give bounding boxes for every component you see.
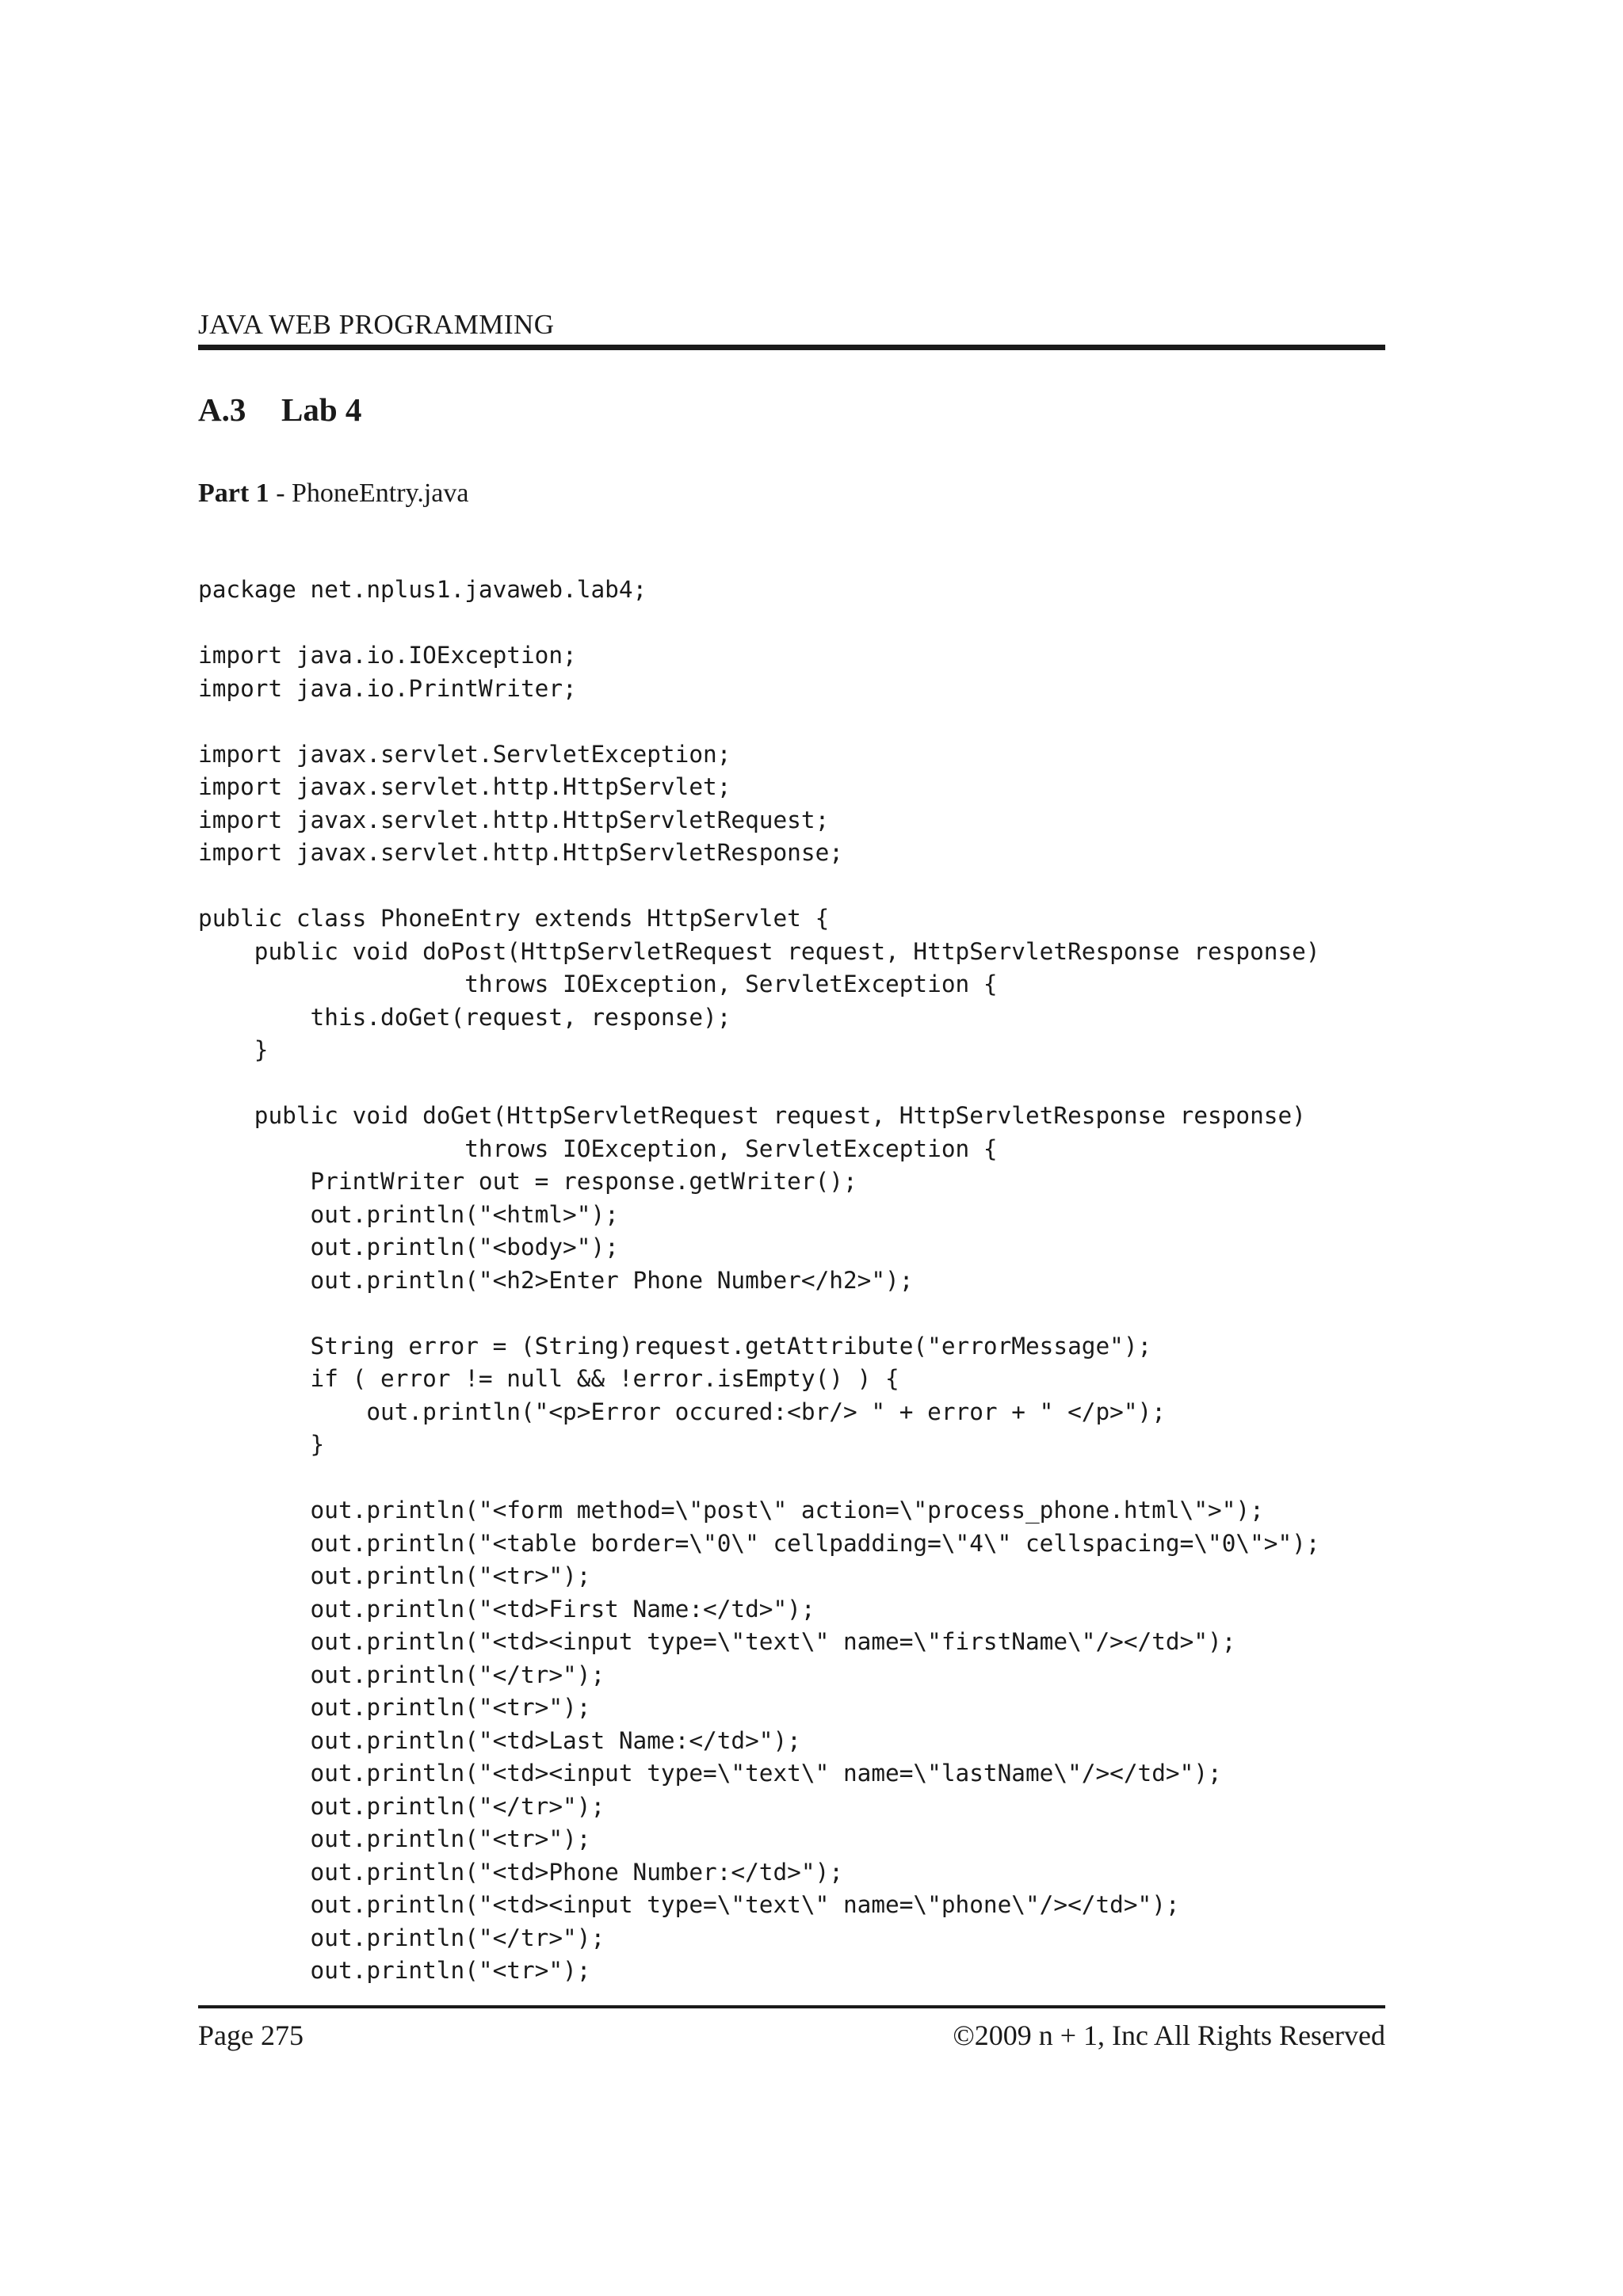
part-label: Part 1 [198, 479, 269, 508]
code-line: out.println("<html>"); [198, 1200, 619, 1228]
code-line: import javax.servlet.http.HttpServletRequest; [198, 806, 830, 833]
section-title: Lab 4 [281, 391, 362, 428]
code-line [198, 1462, 1320, 1495]
code-line: out.println("<table border=\"0\" cellpadding=\"4\" cellspacing=\"0\">"); [198, 1529, 1320, 1557]
code-line: String error = (String)request.getAttribute("errorMessage"); [198, 1332, 1152, 1360]
code-line: import javax.servlet.http.HttpServlet; [198, 773, 731, 800]
code-line: import javax.servlet.ServletException; [198, 740, 731, 768]
code-line: public void doPost(HttpServletRequest request, HttpServletResponse response) [198, 937, 1320, 965]
code-line: PrintWriter out = response.getWriter(); [198, 1168, 857, 1195]
code-line: public void doGet(HttpServletRequest request, HttpServletResponse response) [198, 1102, 1306, 1129]
document-page [198, 0, 1385, 2296]
code-listing [198, 574, 1320, 1988]
code-line: out.println("<form method=\"post\" action=\"process_phone.html\">"); [198, 1497, 1264, 1524]
code-line: out.println("<tr>"); [198, 1694, 591, 1721]
code-line: package net.nplus1.javaweb.lab4; [198, 576, 647, 603]
code-line: throws IOException, ServletException { [198, 971, 998, 997]
code-line [198, 607, 1320, 640]
code-line: } [198, 1431, 325, 1458]
section-number: A.3 [198, 391, 246, 428]
code-line: out.println("</tr>"); [198, 1661, 605, 1688]
footer-rule [198, 2005, 1385, 2008]
code-line: import java.io.PrintWriter; [198, 674, 577, 702]
copyright-notice: ©2009 n + 1, Inc All Rights Reserved [953, 2019, 1385, 2051]
code-line: out.println("<td><input type=\"text\" name=\"phone\"/></td>"); [198, 1891, 1180, 1918]
code-line: out.println("<p>Error occured:<br/> " + error + " </p>"); [198, 1398, 1166, 1425]
code-line: public class PhoneEntry extends HttpServlet { [198, 905, 830, 932]
code-line: import javax.servlet.http.HttpServletResponse; [198, 839, 843, 866]
code-line: out.println("<td>Last Name:</td>"); [198, 1726, 801, 1754]
code-line: out.println("<body>"); [198, 1234, 619, 1261]
code-line [198, 1067, 1320, 1100]
part-filename: PhoneEntry.java [292, 479, 469, 508]
code-line: out.println("<tr>"); [198, 1825, 591, 1852]
running-head: JAVA WEB PROGRAMMING [198, 309, 555, 340]
code-line: out.println("<td>First Name:</td>"); [198, 1595, 815, 1623]
code-line: import java.io.IOException; [198, 642, 577, 669]
section-heading [198, 390, 361, 429]
code-line: this.doGet(request, response); [198, 1003, 731, 1031]
code-line: out.println("<td><input type=\"text\" name=\"firstName\"/></td>"); [198, 1628, 1236, 1655]
code-line [198, 870, 1320, 903]
code-line: out.println("</tr>"); [198, 1792, 605, 1820]
code-line: out.println("<td>Phone Number:</td>"); [198, 1858, 843, 1886]
code-line: out.println("<tr>"); [198, 1562, 591, 1589]
code-line: out.println("<h2>Enter Phone Number</h2>"); [198, 1266, 914, 1294]
code-line: } [198, 1036, 269, 1063]
code-line: if ( error != null && !error.isEmpty() ) { [198, 1365, 899, 1392]
code-line: out.println("</tr>"); [198, 1924, 605, 1951]
code-line: out.println("<tr>"); [198, 1957, 591, 1984]
header-rule [198, 345, 1385, 350]
code-line: throws IOException, ServletException { [198, 1135, 998, 1162]
part-separator: - [269, 479, 292, 508]
part-caption [198, 477, 468, 510]
code-line [198, 705, 1320, 738]
code-line: out.println("<td><input type=\"text\" name=\"lastName\"/></td>"); [198, 1760, 1222, 1787]
page-number: Page 275 [198, 2019, 304, 2051]
code-line [198, 1297, 1320, 1330]
